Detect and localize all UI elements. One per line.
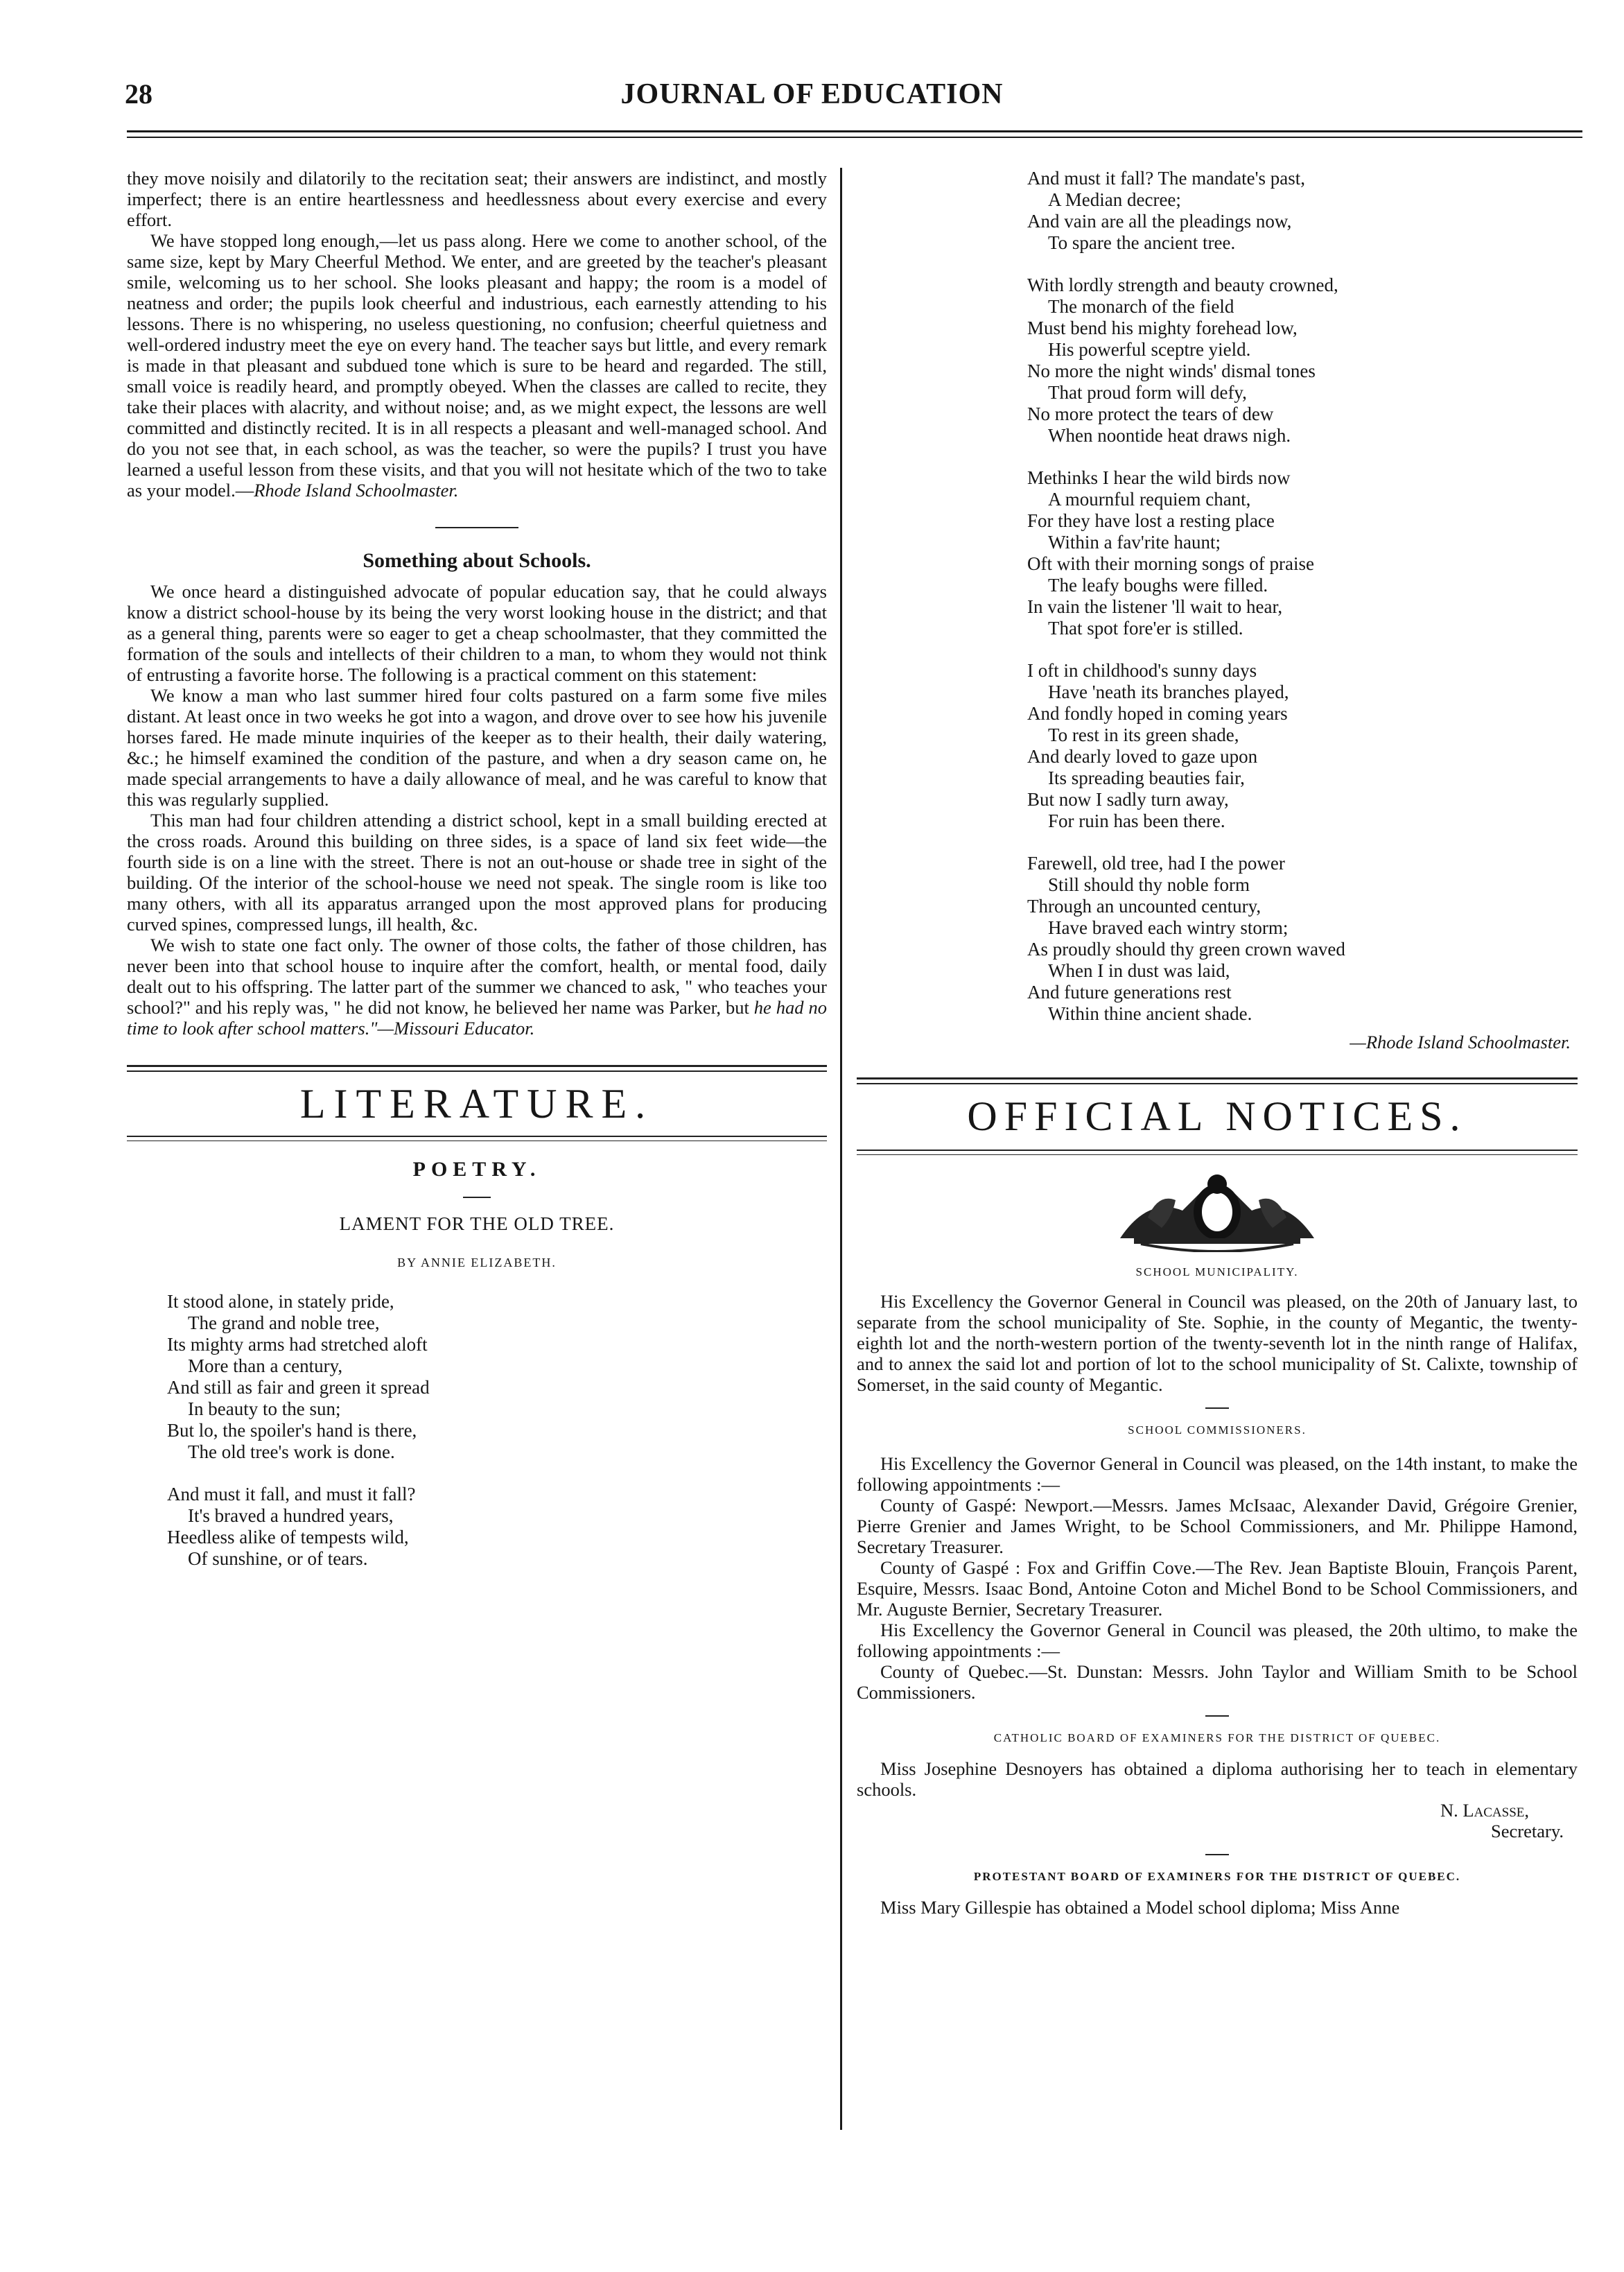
poem-line: Within a fav'rite haunt; [1048,532,1221,553]
poetry-separator [463,1197,491,1198]
poem-line: Of sunshine, or of tears. [188,1548,368,1569]
signature-title: Secretary. [1491,1821,1564,1841]
separator [1205,1854,1229,1855]
schools-paragraph-2: We know a man who last summer hired four colts pastured on a farm some five miles distant. At least once in two weeks he got into a wagon, and drove over to see how his juvenile horses fared. He made minute inquiries of the keeper as to their health, their daily watering, &c.; he himself examined the condition of the pasture, and when a dry season came on, he made special arrangements to have a daily allowance of meal, and he was careful to know that this was regularly supplied. [127,685,827,810]
poem-line: Its spreading beauties fair, [1048,768,1245,788]
poem-line: Within thine ancient shade. [1048,1003,1252,1024]
poem-line: Have 'neath its branches played, [1048,682,1289,702]
poem-line: But now I sadly turn away, [1027,789,1229,810]
poem-line: No more the night winds' dismal tones [1027,361,1316,381]
poem-line: That spot fore'er is stilled. [1048,618,1243,639]
commissioners-paragraph: His Excellency the Governor General in Council was pleased, the 20th ultimo, to make the following appointments :— [857,1620,1578,1661]
right-column [857,168,1578,1918]
page-number: 28 [125,78,152,110]
official-title: OFFICIAL NOTICES. [967,1093,1467,1139]
poem-line: For ruin has been there. [1048,810,1225,831]
poem-author: BY ANNIE ELIZABETH. [397,1256,557,1269]
schools-paragraph-4 [127,935,827,1039]
poem-line: No more protect the tears of dew [1027,404,1274,424]
poem-line: And fondly hoped in coming years [1027,703,1288,724]
poem-stanza [1027,275,1578,446]
poem-stanza [1027,168,1578,254]
poem-line: Have braved each wintry storm; [1048,917,1289,938]
poem-line: With lordly strength and beauty crowned, [1027,275,1338,295]
poem-line: To spare the ancient tree. [1048,232,1236,253]
poem-line: A mournful requiem chant, [1048,489,1251,510]
section-separator [435,527,518,528]
poem-line: Farewell, old tree, had I the power [1027,853,1285,874]
poem-right [857,168,1578,1025]
schools-paragraph-4-text: We wish to state one fact only. The owner of those colts, the father of those children, has never been into that school house to inquire after the comfort, health, or mental food, daily dealt out to his offspring. The latter part of the summer we chanced to ask, " who teaches your school?" and his reply was, " he did not know, he believed her name was Parker, but [127,935,827,1018]
poem-line: It's braved a hundred years, [188,1505,394,1526]
header-rule-bottom [127,137,1582,138]
catholic-board-text: Miss Josephine Desnoyers has obtained a diploma authorising her to teach in elementary schools. [857,1758,1578,1800]
poem-source: —Rhode Island Schoolmaster. [1350,1032,1571,1052]
poem-left [127,1291,827,1570]
protestant-board-text: Miss Mary Gillespie has obtained a Model school diploma; Miss Anne [880,1897,1400,1918]
municipality-text: His Excellency the Governor General in Council was pleased, on the 20th of January last, to separate from the school municipality of Ste. Sophie, in the county of Megantic, the twenty-eighth lot and the north-western portion of the twenty-seventh lot in the ninth range of Halifax, and to annex the said lot and portion of lot to the school municipality of St. Calixte, township of Somerset, in the said county of Megantic. [857,1291,1578,1395]
schools-paragraph-1: We once heard a distinguished advocate of popular education say, that he could always know a district school-house by its being the very worst looking house in the district; and that as a general thing, parents were so eager to get a cheap schoolmaster, that they committed the formation of the souls and intellects of their children to a man, to whom they would not think of entrusting a favorite horse. The following is a practical comment on this statement: [127,581,827,685]
poem-line: As proudly should thy green crown waved [1027,939,1345,960]
poem-line: The old tree's work is done. [188,1441,395,1462]
poem-line: More than a century, [188,1355,343,1376]
poem-line: When I in dust was laid, [1048,960,1230,981]
poem-line: Through an uncounted century, [1027,896,1261,917]
signature-name: N. Lacasse, [1440,1800,1529,1821]
poem-line: Methinks I hear the wild birds now [1027,467,1291,488]
poem-line: And must it fall? The mandate's past, [1027,168,1306,189]
intro-source: Rhode Island Schoolmaster. [254,480,459,501]
commissioners-paragraph: County of Gaspé: Newport.—Messrs. James McIsaac, Alexander David, Grégoire Grenier, Pierre Grenier and James Wright, to be School Commissioners, and Mr. Philippe Hamond, Secretary Treasurer. [857,1495,1578,1557]
commissioners-paragraph: His Excellency the Governor General in Council was pleased, on the 14th instant, to make the following appointments :— [857,1453,1578,1495]
poem-line: It stood alone, in stately pride, [167,1291,394,1312]
schools-title: Something about Schools. [363,549,591,572]
commissioners-paragraph: County of Quebec.—St. Dunstan: Messrs. John Taylor and William Smith to be School Commissioners. [857,1661,1578,1703]
separator [1205,1715,1229,1717]
poem-line: The monarch of the field [1048,296,1234,317]
separator [1205,1407,1229,1409]
official-rule-bottom-2 [857,1154,1578,1155]
poem-line: And must it fall, and must it fall? [167,1484,416,1504]
coat-of-arms-emblem [1106,1169,1328,1252]
schools-paragraph-4-italic: he had no time to look after school matters."—Missouri Educator. [127,997,827,1039]
poem-line: When noontide heat draws nigh. [1048,425,1291,446]
poem-line: To rest in its green shade, [1048,725,1239,745]
poem-title: LAMENT FOR THE OLD TREE. [339,1213,615,1234]
left-column [127,168,827,1590]
poetry-title: POETRY. [412,1158,541,1181]
official-rule-top [857,1077,1578,1079]
poem-line: But lo, the spoiler's hand is there, [167,1420,417,1441]
official-rule-top-2 [857,1083,1578,1084]
poem-stanza [1027,467,1578,639]
poem-line: His powerful sceptre yield. [1048,339,1251,360]
poem-line: A Median decree; [1048,189,1181,210]
poem-line: That proud form will defy, [1048,382,1247,403]
poem-line: And still as fair and green it spread [167,1377,430,1398]
commissioners-heading: SCHOOL COMMISSIONERS. [1128,1423,1307,1437]
intro-paragraph-2-text: We have stopped long enough,—let us pass along. Here we come to another school, of the same size, kept by Mary Cheerful Method. We enter, and are greeted by the teacher's pleasant smile, welcoming us to her school. She looks pleasant and happy; the room is a model of neatness and order; the pupils look cheerful and industrious, each earnestly attending to his lessons. There is no whispering, no useless questioning, no confusion; cheerful quietness and well-ordered industry meet the eye on every hand. The teacher says but little, and every remark is made in that pleasant and subdued tone which is sure to be heard and regarded. The still, small voice is readily heard, and promptly obeyed. When the classes are called to recite, they take their places with alacrity, and without noise; and, as we might expect, the lessons are well committed and distinctly recited. It is in all respects a pleasant and well-managed school. And do you not see that, in each school, as was the teacher, so were the pupils? I trust you have learned a useful lesson from these visits, and that you will not hesitate which of the two to take as your model.— [127,230,827,501]
poem-stanza [1027,853,1578,1025]
poem-line: In vain the listener 'll wait to hear, [1027,596,1283,617]
catholic-board-heading: CATHOLIC BOARD OF EXAMINERS FOR THE DISTRICT OF QUEBEC. [993,1731,1441,1744]
municipality-heading: SCHOOL MUNICIPALITY. [1135,1265,1299,1278]
literature-rule-top-2 [127,1070,827,1072]
poem-line: In beauty to the sun; [188,1398,341,1419]
poem-stanza [167,1484,827,1570]
poem-line: The leafy boughs were filled. [1048,575,1268,596]
commissioners-paragraph: County of Gaspé : Fox and Griffin Cove.—The Rev. Jean Baptiste Blouin, François Parent, Esquire, Messrs. Isaac Bond, Antoine Coton and Michel Bond to be School Commissioners, and Mr. Auguste Bernier, Secretary Treasurer. [857,1557,1578,1620]
poem-line: And dearly loved to gaze upon [1027,746,1258,767]
poem-line: Heedless alike of tempests wild, [167,1527,409,1547]
header-rule-top [127,130,1582,132]
poem-line: Its mighty arms had stretched aloft [167,1334,428,1355]
intro-paragraph-2 [127,230,827,501]
literature-rule-top [127,1065,827,1067]
literature-rule-bottom [127,1136,827,1137]
coat-of-arms-icon [1106,1169,1328,1252]
protestant-board-heading: PROTESTANT BOARD OF EXAMINERS FOR THE DISTRICT OF QUEBEC. [973,1870,1461,1883]
poem-line: Oft with their morning songs of praise [1027,553,1314,574]
poem-line: And vain are all the pleadings now, [1027,211,1292,232]
journal-title: JOURNAL OF EDUCATION [620,78,1004,110]
poem-stanza [1027,660,1578,832]
poem-line: For they have lost a resting place [1027,510,1275,531]
column-divider [840,168,842,2130]
official-rule-bottom [857,1150,1578,1151]
literature-title: LITERATURE. [299,1081,654,1127]
poem-stanza [167,1291,827,1463]
poem-line: Must bend his mighty forehead low, [1027,318,1298,338]
schools-paragraph-3: This man had four children attending a district school, kept in a small building erected at the cross roads. Around this building on three sides, is a space of land six feet wide—the fourth side is on a line with the street. There is not an out-house or shade tree in sight of the building. Of the interior of the school-house we need not speak. The single room is like too many others, with all its apparatus arranged upon the most approved plans for producing curved spines, compressed lungs, ill health, &c. [127,810,827,935]
poem-line: Still should thy noble form [1048,874,1250,895]
poem-line: I oft in childhood's sunny days [1027,660,1257,681]
intro-paragraph-1: they move noisily and dilatorily to the recitation seat; their answers are indistinct, and mostly imperfect; there is an entire heartlessness and heedlessness about every exercise and every effort. [127,168,827,230]
poem-line: The grand and noble tree, [188,1312,380,1333]
poem-line: And future generations rest [1027,982,1232,1003]
